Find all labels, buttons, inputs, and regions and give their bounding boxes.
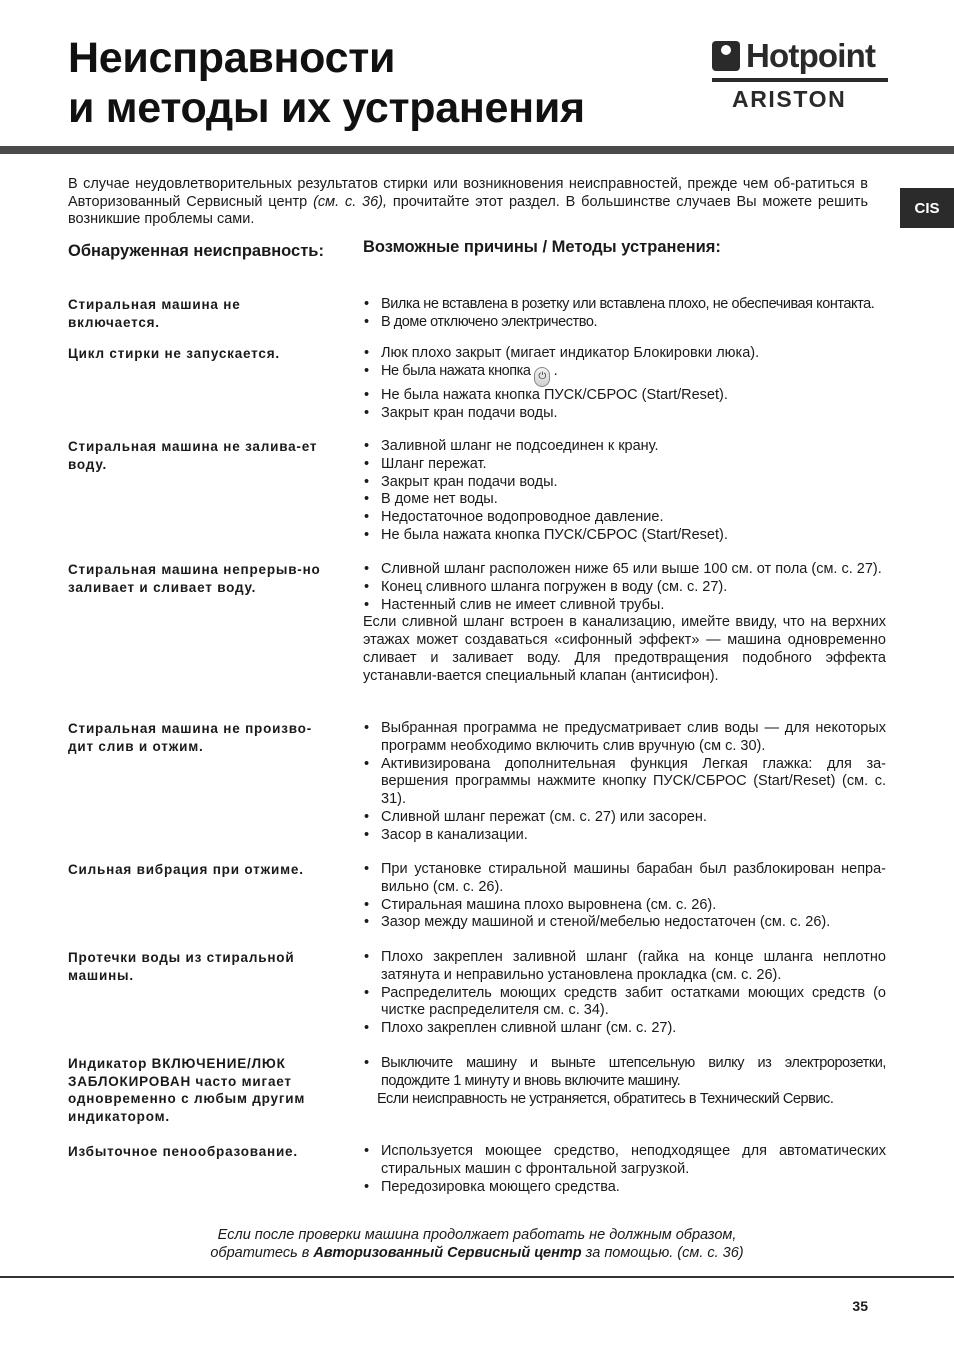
cause-item: • Сливной шланг расположен ниже 65 или выше 100 см. от пола (см. с. 27). — [363, 561, 886, 579]
causes-list — [363, 438, 886, 545]
brand-logo-bar — [712, 78, 888, 82]
cause-item: • Настенный слив не имеет сливной трубы. — [363, 597, 886, 615]
cause-item: • Конец сливного шланга погружен в воду (см. с. 27). — [363, 579, 886, 597]
cause-item-text: Не была нажата кнопка — [381, 362, 531, 379]
causes-list — [363, 861, 886, 932]
cause-item: • Плохо закреплен заливной шланг (гайка на конце шланга неплотно затянута и неправильно установлена прокладка (см. с. 26). — [363, 949, 886, 985]
intro-ref: (см. с. 36), — [313, 193, 388, 210]
cause-item: • Вилка не вставлена в розетку или вставлена плохо, не обеспечивая контакта. — [363, 296, 886, 314]
problem-label: Цикл стирки не запускается. — [68, 346, 280, 361]
problem-label: Стиральная машина непрерыв-но заливает и сливает воду. — [68, 562, 321, 595]
page-title-line-2: и методы их устранения — [68, 84, 585, 132]
cause-item: • Закрыт кран подачи воды. — [363, 405, 886, 423]
causes-column-header: Возможные причины / Методы устранения: — [363, 238, 721, 256]
causes-list — [363, 345, 886, 422]
page-number: 35 — [852, 1298, 868, 1314]
cause-item: • Шланг пережат. — [363, 456, 886, 474]
problem-label: Стиральная машина не залива-ет воду. — [68, 439, 318, 472]
problem-label: Протечки воды из стиральной машины. — [68, 950, 295, 983]
intro-text-1: В случае неудовлетворительных результатов стирки или возникновения неисправностей, прежде чем об-ратиться в Авторизованный Сервисный центр — [68, 176, 868, 210]
problem-column-header: Обнаруженная неисправность: — [68, 242, 324, 260]
problem-label-rest: часто мигает одновременно с любым другим индикатором. — [68, 1073, 306, 1124]
service-note-pre: обратитесь в — [210, 1244, 314, 1261]
causes-list — [363, 1143, 886, 1196]
service-note-post: за помощью. (см. с. 36) — [581, 1244, 744, 1261]
indicator-name: Индикатор ВКЛЮЧЕНИЕ/ЛЮК ЗАБЛОКИРОВАН — [68, 1056, 286, 1089]
brand-logo — [712, 38, 888, 116]
intro-text-2: прочитайте этот раздел. В большинстве случаев Вы можете решить возникшие проблемы сами. — [68, 193, 868, 227]
cause-item: • Люк плохо закрыт (мигает индикатор Блокировки люка). — [363, 345, 886, 363]
cause-item: • Засор в канализации. — [363, 827, 886, 845]
cause-item: • Используется моющее средство, неподходящее для автоматических стиральных машин с фронтальной загрузкой. — [363, 1143, 886, 1179]
causes-list — [363, 561, 886, 686]
cause-item: • Зазор между машиной и стеной/мебелью недостаточен (см. с. 26). — [363, 914, 886, 932]
cause-item: • Выбранная программа не предусматривает слив воды — для некоторых программ необходимо включить слив вручную (см с. 30). — [363, 720, 886, 756]
cause-note: Если сливной шланг встроен в канализацию, имейте ввиду, что на верхних этажах может создаваться «сифонный эффект» — машина одновременно сливает и заливает воду. Для предотвращения подобного эффекта устанавли-вается специальный клапан (антисифон). — [363, 614, 886, 684]
cause-item: • Стиральная машина плохо выровнена (см. с. 26). — [363, 897, 886, 915]
cause-item: • Плохо закреплен сливной шланг (см. с. 27). — [363, 1020, 886, 1038]
problem-label: Стиральная машина не произво-дит слив и отжим. — [68, 721, 312, 754]
page-title-line-1: Неисправности — [68, 34, 396, 82]
cause-item: • При установке стиральной машины барабан был разблокирован непра-вильно (см. с. 26). — [363, 861, 886, 897]
causes-list — [363, 949, 886, 1038]
cause-item: • В доме отключено электричество. — [363, 314, 886, 332]
problem-label: Сильная вибрация при отжиме. — [68, 862, 304, 877]
brand-logo-word: Hotpoint — [746, 37, 876, 74]
page-title — [68, 33, 585, 133]
cause-item: • В доме нет воды. — [363, 491, 886, 509]
intro-paragraph — [68, 176, 868, 229]
footer-divider — [0, 1276, 954, 1278]
cause-item: • Недостаточное водопроводное давление. — [363, 509, 886, 527]
cause-item: • Выключите машину и выньте штепсельную вилку из электророзетки, подождите 1 минуту и вновь включите машину. — [363, 1055, 886, 1091]
language-tab: CIS — [900, 188, 954, 228]
header-divider — [0, 146, 954, 154]
causes-list — [363, 1055, 886, 1108]
brand-mark-icon — [712, 41, 740, 71]
cause-item: • Распределитель моющих средств забит остатками моющих средств (о чистке распределителя см. с. 34). — [363, 985, 886, 1021]
service-center-note — [0, 1227, 954, 1262]
causes-list — [363, 720, 886, 845]
cause-note: Если неисправность не устраняется, обратитесь в Технический Сервис. — [377, 1090, 834, 1107]
cause-item: • Не была нажата кнопка ПУСК/СБРОС (Start/Reset). — [363, 527, 886, 545]
service-note-line-1: Если после проверки машина продолжает работать не должным образом, — [217, 1227, 737, 1243]
cause-item: • Активизирована дополнительная функция Легкая глажка: для за-вершения программы нажмите кнопку ПУСК/СБРОС (Start/Reset) (см. с. 31). — [363, 756, 886, 809]
causes-list — [363, 296, 886, 332]
service-note-line-2 — [0, 1245, 954, 1263]
cause-item: • Заливной шланг не подсоединен к крану. — [363, 438, 886, 456]
service-center-name: Авторизованный Сервисный центр — [313, 1244, 582, 1261]
cause-item: • Не была нажата кнопка ⏻ . — [363, 363, 886, 387]
power-button-icon: ⏻ — [534, 367, 550, 387]
cause-item: • Передозировка моющего средства. — [363, 1179, 886, 1197]
cause-item: • Закрыт кран подачи воды. — [363, 474, 886, 492]
problem-label: Стиральная машина не включается. — [68, 297, 241, 330]
cause-item: • Не была нажата кнопка ПУСК/СБРОС (Start/Reset). — [363, 387, 886, 405]
problem-label — [68, 1055, 332, 1125]
brand-logo-sub: ARISTON — [732, 86, 847, 112]
problem-label: Избыточное пенообразование. — [68, 1144, 298, 1159]
cause-item: • Сливной шланг пережат (см. с. 27) или засорен. — [363, 809, 886, 827]
